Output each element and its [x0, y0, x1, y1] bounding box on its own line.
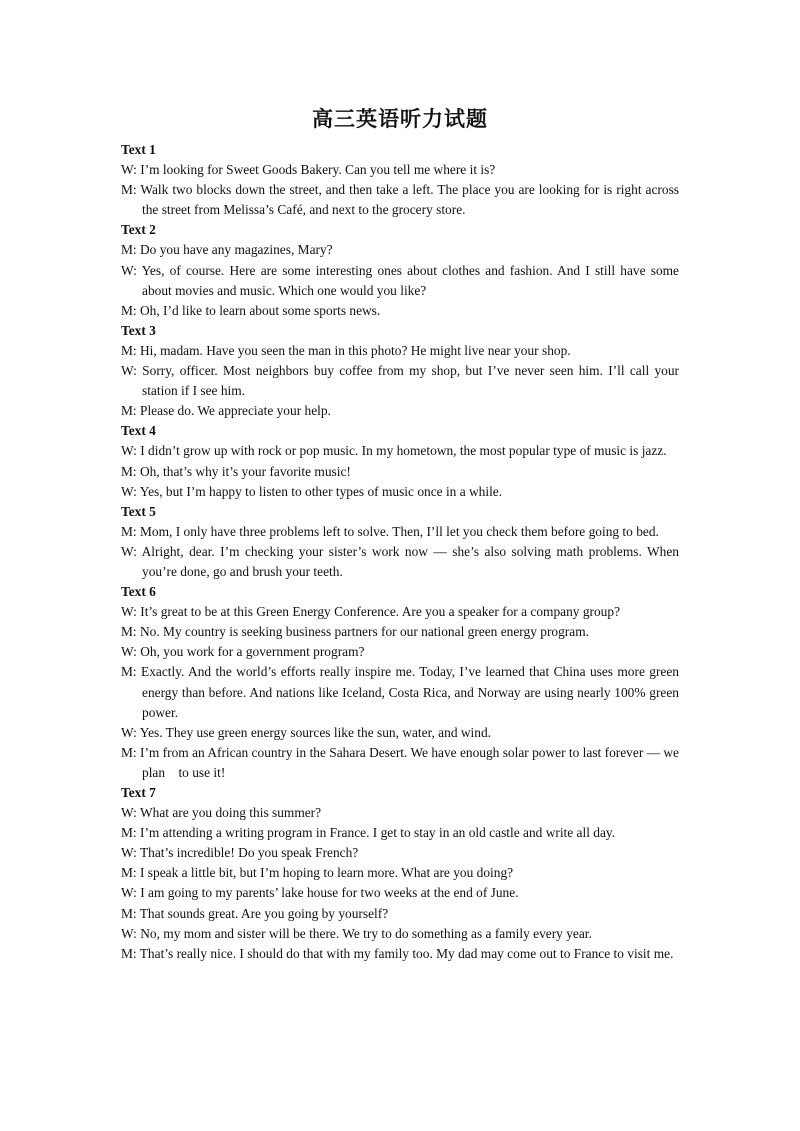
transcript-section — [121, 783, 679, 964]
dialogue-line — [121, 843, 679, 863]
dialogue-line — [121, 160, 679, 180]
speaker-label: M: — [121, 945, 137, 961]
speaker-label: W: — [121, 604, 137, 620]
utterance-text: I’m looking for Sweet Goods Bakery. Can you tell me where it is? — [140, 162, 496, 178]
speaker-label: M: — [121, 403, 137, 419]
utterance-text: I’m from an African country in the Sahara Desert. We have enough solar power to last forever — we plan to use it! — [140, 744, 683, 780]
dialogue-line — [121, 401, 679, 421]
dialogue-line — [121, 482, 679, 502]
speaker-label: M: — [121, 342, 137, 358]
speaker-label: M: — [121, 905, 137, 921]
speaker-label: M: — [121, 624, 137, 640]
utterance-text: Hi, madam. Have you seen the man in this photo? He might live near your shop. — [140, 342, 571, 358]
dialogue-line — [121, 522, 679, 542]
speaker-label: W: — [121, 483, 137, 499]
section-heading: Text 7 — [121, 785, 156, 800]
utterance-text: Walk two blocks down the street, and then take a left. The place you are looking for is right across the street from Melissa’s Café, and next to the grocery store. — [140, 182, 683, 218]
utterance-text: That’s incredible! Do you speak French? — [139, 845, 359, 861]
dialogue-line — [121, 803, 679, 823]
dialogue-line — [121, 642, 679, 662]
utterance-text: Exactly. And the world’s efforts really inspire me. Today, I’ve learned that China uses more green energy than before. And nations like Iceland, Costa Rica, and Norway are using nearly 100% green power. — [141, 664, 683, 720]
utterance-text: What are you doing this summer? — [139, 805, 322, 821]
dialogue-line — [121, 261, 683, 301]
speaker-label: M: — [121, 302, 137, 318]
utterance-text: Yes. They use green energy sources like the sun, water, and wind. — [139, 724, 491, 740]
dialogue-line — [121, 441, 679, 461]
speaker-label: W: — [121, 845, 137, 861]
dialogue-line — [121, 944, 679, 964]
dialogue-line — [121, 542, 683, 582]
dialogue-line — [121, 723, 679, 743]
utterance-text: Please do. We appreciate your help. — [140, 403, 331, 419]
transcript-section — [121, 140, 683, 220]
speaker-label: W: — [121, 543, 137, 559]
dialogue-line — [121, 662, 683, 722]
speaker-label: W: — [121, 443, 137, 459]
speaker-label: W: — [121, 644, 137, 660]
dialogue-line — [121, 240, 679, 260]
page-title: 高三英语听力试题 — [312, 107, 488, 131]
utterance-text: I’m attending a writing program in France. I get to stay in an old castle and write all day. — [140, 825, 616, 841]
section-heading: Text 4 — [121, 423, 156, 439]
utterance-text: Mom, I only have three problems left to solve. Then, I’ll let you check them before going to bed. — [140, 523, 659, 539]
dialogue-line — [121, 863, 679, 883]
utterance-text: It’s great to be at this Green Energy Conference. Are you a speaker for a company group? — [140, 604, 621, 620]
transcript-body — [121, 140, 683, 964]
utterance-text: Oh, I’d like to learn about some sports news. — [140, 302, 381, 318]
dialogue-line — [121, 462, 679, 482]
section-heading: Text 6 — [121, 584, 156, 600]
transcript-section — [121, 220, 683, 320]
speaker-label: W: — [121, 805, 137, 821]
section-heading: Text 1 — [121, 142, 156, 157]
utterance-text: Yes, of course. Here are some interesting ones about clothes and fashion. And I still have some about movies and music. Which one would you like? — [141, 262, 683, 298]
utterance-text: Yes, but I’m happy to listen to other types of music once in a while. — [139, 483, 503, 499]
speaker-label: M: — [121, 865, 137, 881]
utterance-text: I am going to my parents’ lake house for two weeks at the end of June. — [140, 885, 519, 901]
speaker-label: M: — [121, 825, 137, 841]
dialogue-line — [121, 743, 683, 783]
dialogue-line — [121, 904, 679, 924]
utterance-text: Do you have any magazines, Mary? — [140, 242, 333, 258]
transcript-section — [121, 421, 679, 501]
transcript-section — [121, 582, 683, 783]
speaker-label: W: — [121, 363, 137, 379]
dialogue-line — [121, 823, 679, 843]
section-heading: Text 5 — [121, 503, 156, 519]
utterance-text: Oh, you work for a government program? — [140, 644, 365, 660]
speaker-label: W: — [121, 262, 137, 278]
section-heading: Text 3 — [121, 322, 156, 338]
section-heading: Text 2 — [121, 222, 156, 238]
speaker-label: M: — [121, 182, 137, 198]
utterance-text: Alright, dear. I’m checking your sister’s work now — she’s also solving math problems. When you’re done, go and brush your teeth. — [141, 543, 683, 579]
speaker-label: M: — [121, 523, 137, 539]
dialogue-line — [121, 301, 679, 321]
dialogue-line — [121, 341, 679, 361]
dialogue-line — [121, 180, 683, 220]
dialogue-line — [121, 924, 679, 944]
speaker-label: W: — [121, 925, 137, 941]
speaker-label: M: — [121, 463, 137, 479]
speaker-label: M: — [121, 242, 137, 258]
utterance-text: I didn’t grow up with rock or pop music. In my hometown, the most popular type of music is jazz. — [140, 443, 667, 459]
utterance-text: That sounds great. Are you going by yourself? — [139, 905, 389, 921]
utterance-text: No. My country is seeking business partners for our national green energy program. — [140, 624, 589, 640]
utterance-text: Oh, that’s why it’s your favorite music! — [140, 463, 351, 479]
dialogue-line — [121, 602, 679, 622]
dialogue-line — [121, 883, 679, 903]
utterance-text: I speak a little bit, but I’m hoping to learn more. What are you doing? — [140, 865, 514, 881]
transcript-section — [121, 321, 683, 421]
speaker-label: W: — [121, 724, 137, 740]
transcript-section — [121, 502, 683, 582]
utterance-text: No, my mom and sister will be there. We try to do something as a family every year. — [140, 925, 592, 941]
utterance-text: Sorry, officer. Most neighbors buy coffee from my shop, but I’ve never seen him. I’ll call your station if I see him. — [142, 363, 683, 399]
dialogue-line — [121, 361, 683, 401]
utterance-text: That’s really nice. I should do that with my family too. My dad may come out to France to visit me. — [139, 945, 674, 961]
speaker-label: W: — [121, 162, 137, 178]
speaker-label: M: — [121, 664, 137, 680]
dialogue-line — [121, 622, 679, 642]
speaker-label: M: — [121, 744, 137, 760]
speaker-label: W: — [121, 885, 137, 901]
